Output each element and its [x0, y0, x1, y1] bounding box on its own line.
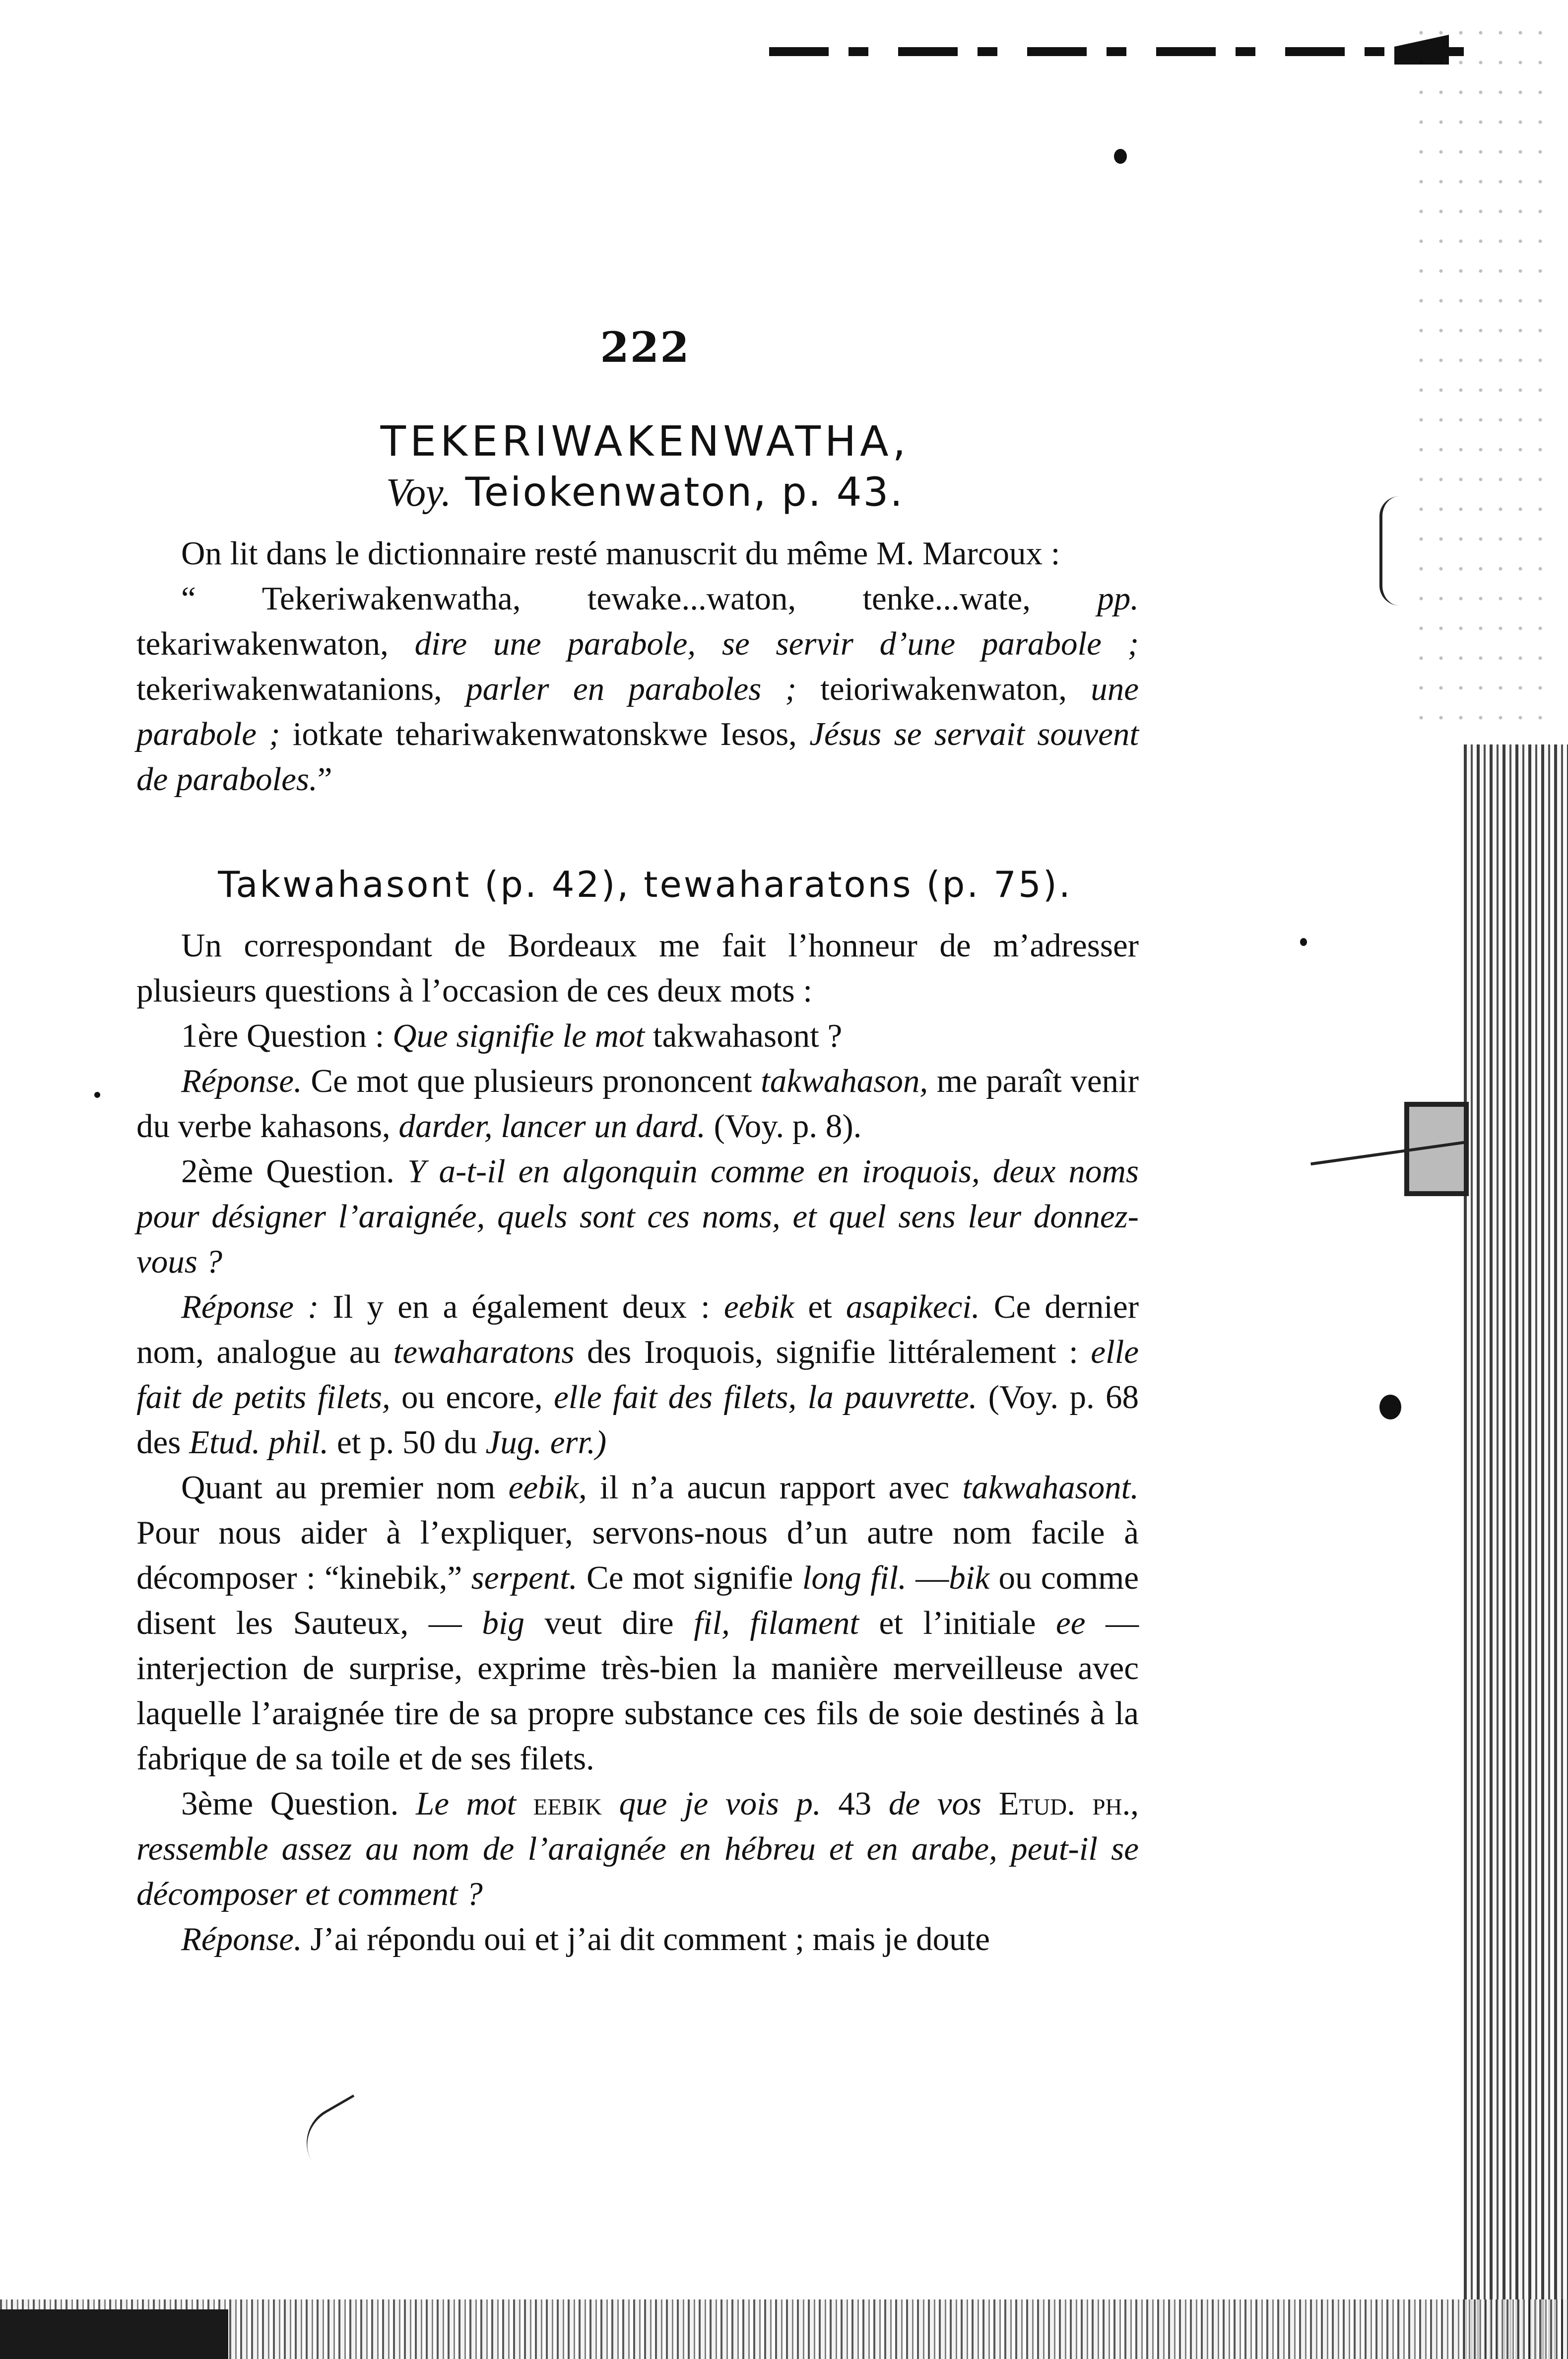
question-1: 1ère Question : Que signifie le mot takwahasont ? — [181, 1017, 843, 1054]
paragraph-quote: “ Tekeriwakenwatha, tewake...waton, tenke...wate, pp. tekariwakenwaton, dire une parabole, se servir d’une parabole ; tekeriwakenwatanions, parler en paraboles ; teioriwakenwaton, une parabole ; iotkate tehariwakenwatonskwe Iesos, Jésus se servait souvent de paraboles.” — [136, 580, 1139, 798]
page-number: 222 — [600, 323, 690, 372]
scan-noise-right-top — [1409, 30, 1558, 725]
question-2: 2ème Question. Y a-t-il en algonquin comme en iroquois, deux noms pour désigner l’araignée, quels sont ces noms, et quel sens leur donnez-vous ? — [136, 1153, 1139, 1280]
answer-3: Réponse. J’ai répondu oui et j’ai dit comment ; mais je doute — [181, 1921, 990, 1957]
scan-dot — [1379, 1395, 1401, 1419]
scan-dot — [1114, 149, 1127, 164]
paragraph-eebik: Quant au premier nom eebik, il n’a aucun rapport avec takwahasont. Pour nous aider à l’expliquer, servons-nous d’un autre nom facile à décomposer : “kinebik,” serpent. Ce mot signifie long fil. —bik ou comme disent les Sauteux, — big veut dire fil, filament et l’initiale ee — interjection de surprise, exprime très-bien la manière merveilleuse avec laquelle l’araignée tire de sa propre substance ces fils de soie destinés à la fabrique de sa toile et de ses filets. — [136, 1469, 1139, 1777]
scan-dot — [94, 1092, 100, 1098]
scan-edge-right — [1464, 744, 1568, 2359]
scan-pencil-mark — [293, 2094, 372, 2161]
scan-dot — [1300, 938, 1307, 946]
entry-reference — [0, 469, 1290, 516]
scan-top-rule — [769, 47, 1464, 56]
entry-ref-text: Teiokenwaton, p. 43. — [465, 469, 904, 515]
scan-edge-bottom-left — [0, 2309, 228, 2359]
entry-title: TEKERIWAKENWATHA, — [380, 417, 910, 466]
dictionary-quote-block — [136, 531, 1139, 802]
paragraph: On lit dans le dictionnaire resté manuscrit du même M. Marcoux : — [181, 535, 1060, 572]
answer-2: Réponse : Il y en a également deux : eebik et asapikeci. Ce dernier nom, analogue au tewaharatons des Iroquois, signifie littéralement : elle fait de petits filets, ou encore, elle fait des filets, la pauvrette. (Voy. p. 68 des Etud. phil. et p. 50 du Jug. err.) — [136, 1288, 1139, 1461]
question-3: 3ème Question. Le mot eebik que je vois p. 43 de vos Etud. ph., ressemble assez au nom de l’araignée en hébreu et en arabe, peut-il se décomposer et comment ? — [136, 1785, 1139, 1912]
scan-margin-bracket — [1379, 496, 1402, 606]
entry-ref-prefix: Voy. — [386, 471, 452, 515]
questions-block — [136, 923, 1139, 1962]
answer-1: Réponse. Ce mot que plusieurs prononcent takwahason, me paraît venir du verbe kahasons, darder, lancer un dard. (Voy. p. 8). — [136, 1063, 1139, 1145]
section-heading: Takwahasont (p. 42), tewaharatons (p. 75). — [218, 864, 1072, 905]
paragraph: Un correspondant de Bordeaux me fait l’honneur de m’adresser plusieurs questions à l’occasion de ces deux mots : — [136, 927, 1139, 1009]
scan-edge-bottom — [0, 2299, 1568, 2359]
